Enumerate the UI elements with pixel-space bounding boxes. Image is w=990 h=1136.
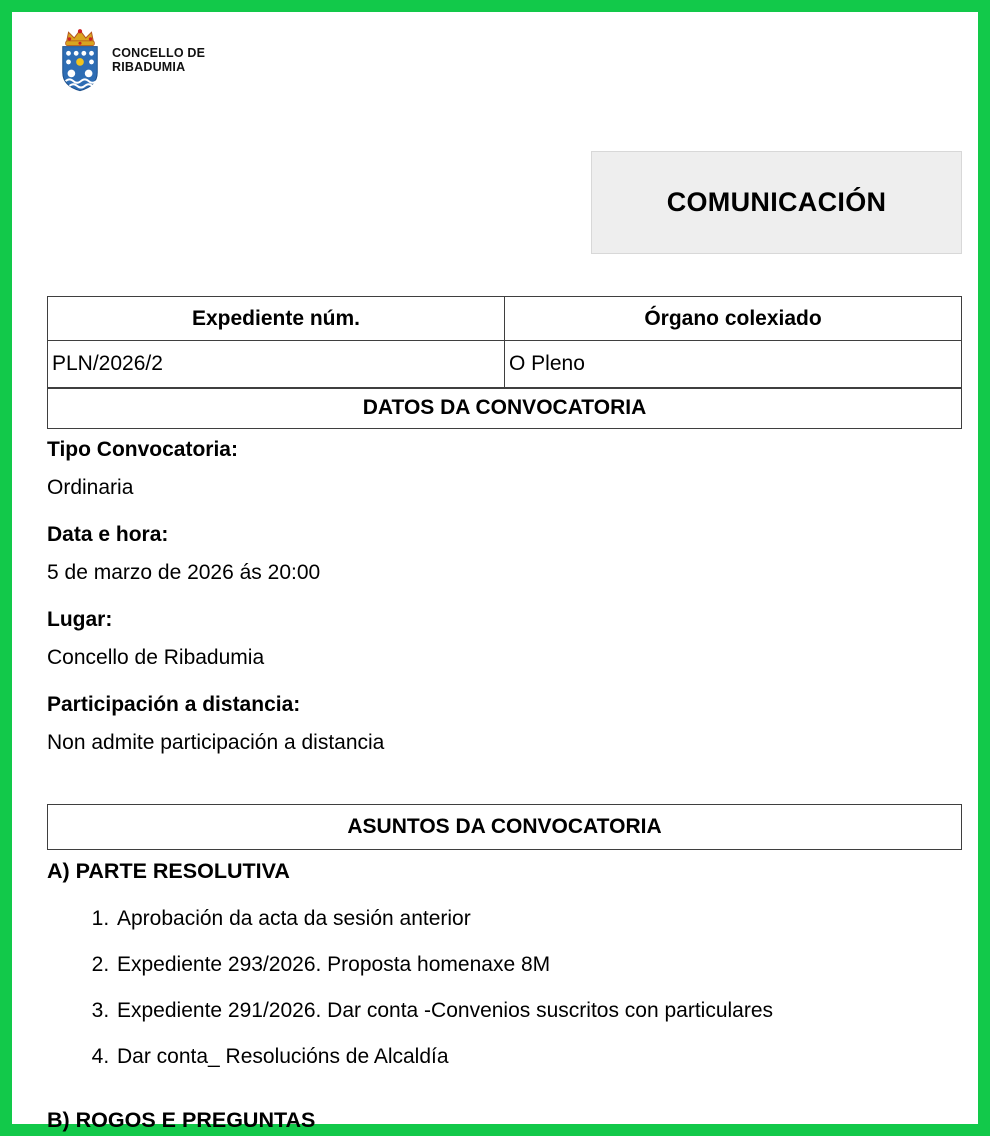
ribadumia-crest-icon [57,27,103,93]
tipo-convocatoria-label: Tipo Convocatoria: [47,438,238,461]
expediente-table [47,296,962,429]
asuntos-convocatoria-header-box [47,804,962,850]
parte-resolutiva-title: A) PARTE RESOLUTIVA [47,859,290,883]
agenda-item: 1. Aprobación da acta da sesión anterior [115,908,962,930]
participacion-distancia-label: Participación a distancia: [47,693,301,716]
document-type-title: COMUNICACIÓN [666,187,887,217]
document-page [12,27,978,1133]
municipality-name-line1: CONCELLO DE [112,46,206,60]
data-hora-label: Data e hora: [47,523,169,546]
agenda-item: 3. Expediente 291/2026. Dar conta -Convenios suscritos con particulares [115,1000,962,1022]
table-value-row [48,341,962,388]
agenda-item-list [47,908,962,1068]
municipality-name [112,46,205,74]
agenda-item: 2. Expediente 293/2026. Proposta homenaxe 8M [115,954,962,976]
organo-colexiado-value: O Pleno [505,341,962,388]
tipo-convocatoria-value: Ordinaria [47,476,134,499]
datos-convocatoria-header: DATOS DA CONVOCATORIA [48,388,962,429]
asuntos-convocatoria-header: ASUNTOS DA CONVOCATORIA [347,815,662,838]
table-section-row [48,388,962,429]
table-header-row [48,297,962,341]
participacion-distancia-value: Non admite participación a distancia [47,731,385,754]
organo-colexiado-header: Órgano colexiado [505,297,962,341]
municipality-logo [57,27,962,93]
rogos-preguntas-title: B) ROGOS E PREGUNTAS [47,1108,316,1132]
lugar-value: Concello de Ribadumia [47,646,265,669]
expediente-num-header: Expediente núm. [48,297,505,341]
municipality-name-line2: RIBADUMIA [112,60,186,74]
lugar-label: Lugar: [47,608,113,631]
data-hora-value: 5 de marzo de 2026 ás 20:00 [47,561,321,584]
agenda-item: 4. Dar conta_ Resolucións de Alcaldía [115,1046,962,1068]
document-type-box [591,151,962,254]
expediente-num-value: PLN/2026/2 [48,341,505,388]
